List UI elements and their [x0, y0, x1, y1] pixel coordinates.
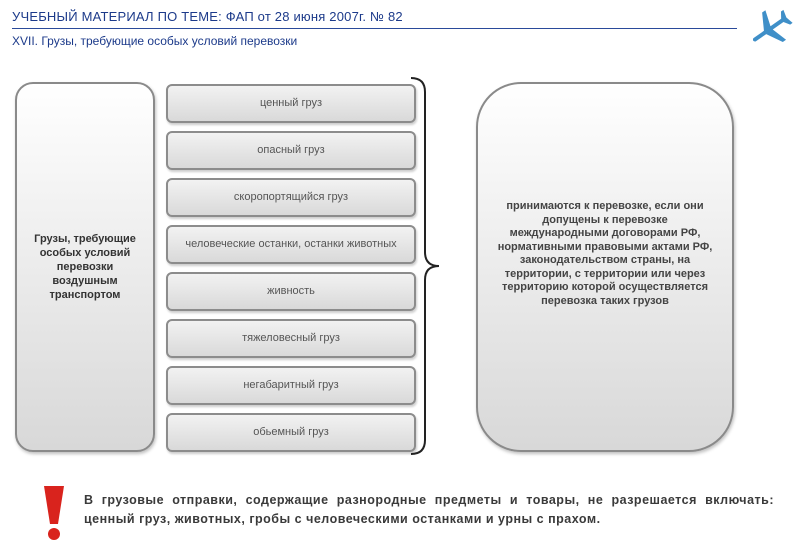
category-valuable-cargo: ценный груз — [166, 84, 416, 123]
category-heavy-cargo: тяжеловесный груз — [166, 319, 416, 358]
page-title: УЧЕБНЫЙ МАТЕРИАЛ ПО ТЕМЕ: ФАП от 28 июня 2007г. № 82 — [12, 9, 403, 24]
category-live-animals: живность — [166, 272, 416, 311]
header-divider — [12, 28, 737, 29]
acceptance-conditions-text: принимаются к перевозке, если они допущены к перевозке международными договорами РФ, нормативными правовыми актами РФ, законодательством страны, на территории, с территории или через территорию которой осуществляется перевозка таких грузов — [497, 200, 713, 307]
cargo-types-heading: Грузы, требующие особых условий перевозки воздушным транспортом — [34, 233, 136, 301]
acceptance-conditions-box — [476, 82, 734, 452]
category-dangerous-cargo: опасный груз — [166, 131, 416, 170]
prohibition-notice: В грузовые отправки, содержащие разнородные предметы и товары, не разрешается включать: ценный груз, животных, гробы с человеческими останками и урны с прахом. — [84, 493, 774, 526]
cargo-types-heading-box — [15, 82, 155, 452]
right-curly-brace — [405, 76, 445, 456]
category-bulky-cargo: обьемный груз — [166, 413, 416, 452]
category-perishable-cargo: скоропортящийся груз — [166, 178, 416, 217]
section-subtitle: XVII. Грузы, требующие особых условий перевозки — [12, 34, 298, 48]
category-human-animal-remains: человеческие останки, останки животных — [166, 225, 416, 264]
exclamation-icon — [34, 484, 74, 542]
category-oversized-cargo: негабаритный груз — [166, 366, 416, 405]
airplane-icon — [745, 6, 795, 52]
